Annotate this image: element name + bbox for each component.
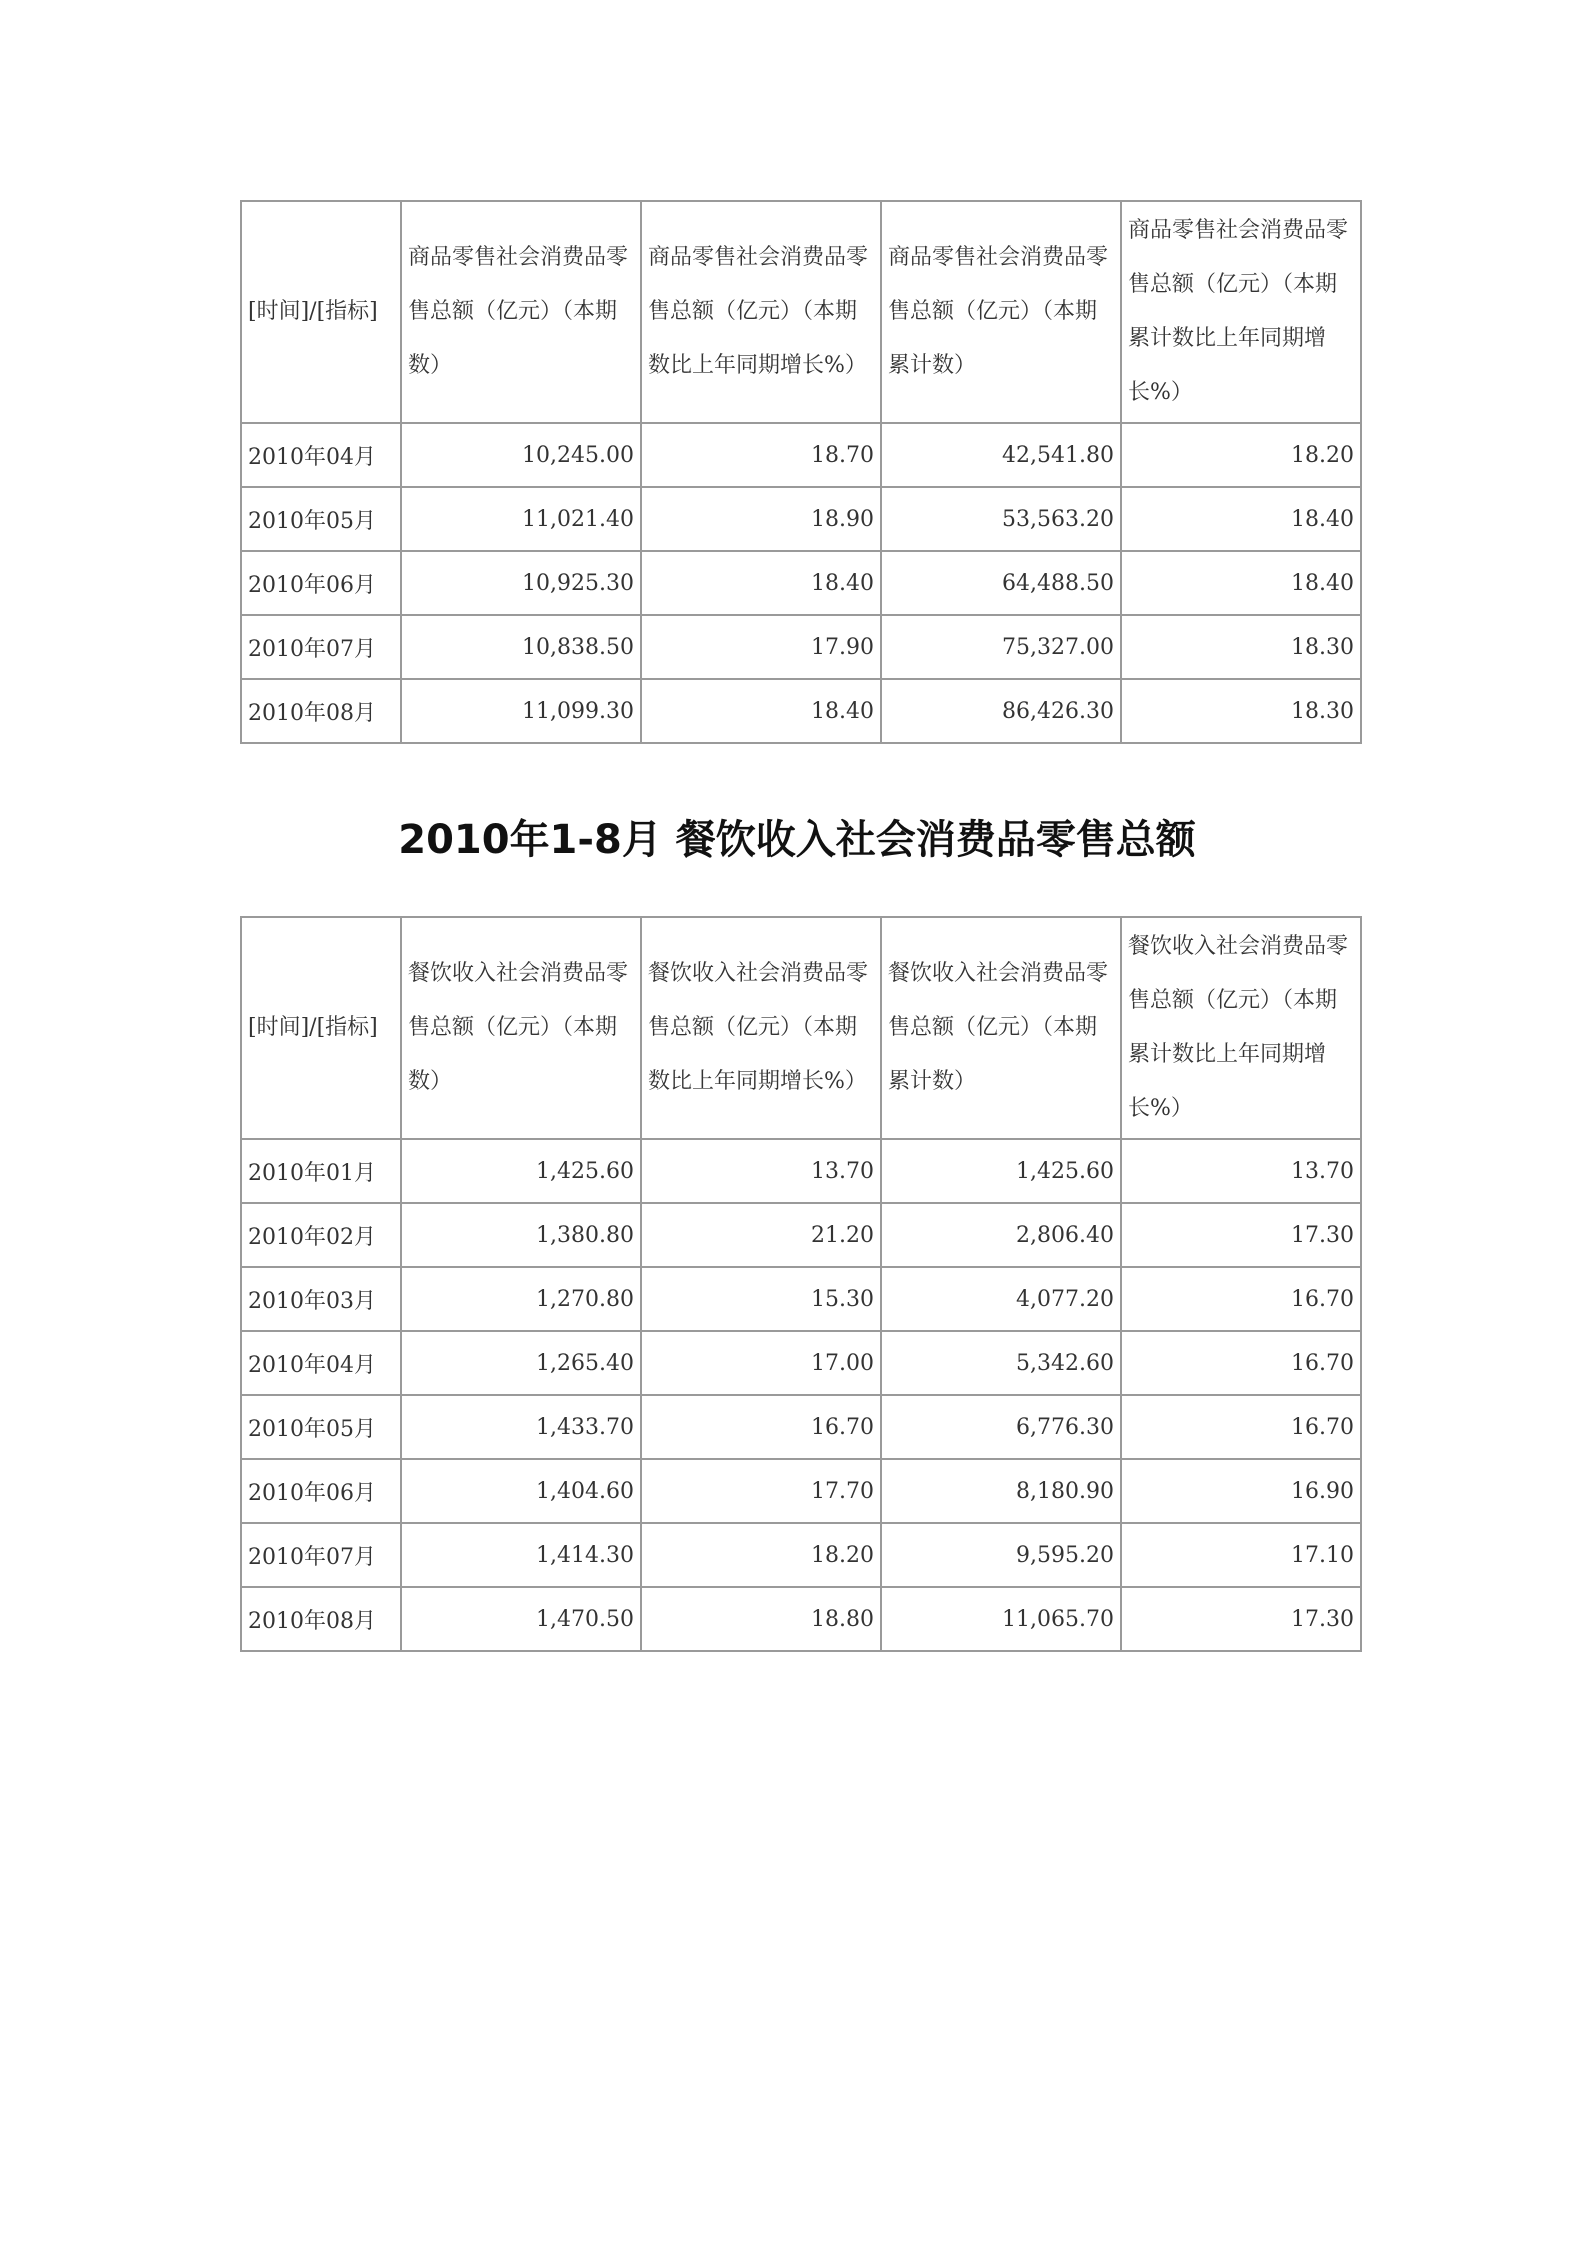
value-cell: 18.90 — [641, 487, 881, 551]
value-cell: 86,426.30 — [881, 679, 1121, 743]
value-cell: 2,806.40 — [881, 1203, 1121, 1267]
column-header: 餐饮收入社会消费品零售总额（亿元）（本期数） — [401, 917, 641, 1139]
catering-sales-table-body — [241, 917, 1361, 1651]
retail-sales-table — [240, 200, 1362, 744]
value-cell: 17.10 — [1121, 1523, 1361, 1587]
value-cell: 64,488.50 — [881, 551, 1121, 615]
date-cell: 2010年03月 — [241, 1267, 401, 1331]
date-cell: 2010年07月 — [241, 1523, 401, 1587]
value-cell: 16.70 — [641, 1395, 881, 1459]
value-cell: 18.80 — [641, 1587, 881, 1651]
value-cell: 13.70 — [641, 1139, 881, 1203]
value-cell: 18.30 — [1121, 615, 1361, 679]
section-title: 2010年1-8月 餐饮收入社会消费品零售总额 — [398, 817, 1196, 863]
date-cell: 2010年05月 — [241, 1395, 401, 1459]
value-cell: 1,414.30 — [401, 1523, 641, 1587]
table-row — [241, 1459, 1361, 1523]
date-cell: 2010年04月 — [241, 423, 401, 487]
value-cell: 17.70 — [641, 1459, 881, 1523]
value-cell: 17.30 — [1121, 1587, 1361, 1651]
value-cell: 53,563.20 — [881, 487, 1121, 551]
value-cell: 16.70 — [1121, 1331, 1361, 1395]
column-header: 商品零售社会消费品零售总额（亿元）（本期数） — [401, 201, 641, 423]
table-row — [241, 1523, 1361, 1587]
value-cell: 10,838.50 — [401, 615, 641, 679]
table-row — [241, 1267, 1361, 1331]
table-header-row — [241, 201, 1361, 423]
value-cell: 13.70 — [1121, 1139, 1361, 1203]
column-header: 餐饮收入社会消费品零售总额（亿元）（本期累计数比上年同期增长%） — [1121, 917, 1361, 1139]
table-row — [241, 1587, 1361, 1651]
value-cell: 1,270.80 — [401, 1267, 641, 1331]
date-cell: 2010年01月 — [241, 1139, 401, 1203]
date-cell: 2010年08月 — [241, 1587, 401, 1651]
table-row — [241, 423, 1361, 487]
table-row — [241, 615, 1361, 679]
table-row — [241, 1203, 1361, 1267]
column-header: [时间]/[指标] — [241, 201, 401, 423]
value-cell: 15.30 — [641, 1267, 881, 1331]
value-cell: 1,404.60 — [401, 1459, 641, 1523]
date-cell: 2010年08月 — [241, 679, 401, 743]
value-cell: 5,342.60 — [881, 1331, 1121, 1395]
value-cell: 18.20 — [641, 1523, 881, 1587]
value-cell: 1,425.60 — [401, 1139, 641, 1203]
value-cell: 16.90 — [1121, 1459, 1361, 1523]
value-cell: 21.20 — [641, 1203, 881, 1267]
value-cell: 18.20 — [1121, 423, 1361, 487]
table-header-row — [241, 917, 1361, 1139]
value-cell: 9,595.20 — [881, 1523, 1121, 1587]
table-row — [241, 1139, 1361, 1203]
value-cell: 11,099.30 — [401, 679, 641, 743]
column-header: 餐饮收入社会消费品零售总额（亿元）（本期数比上年同期增长%） — [641, 917, 881, 1139]
table-row — [241, 551, 1361, 615]
value-cell: 16.70 — [1121, 1395, 1361, 1459]
value-cell: 18.40 — [641, 551, 881, 615]
column-header: 餐饮收入社会消费品零售总额（亿元）（本期累计数） — [881, 917, 1121, 1139]
value-cell: 11,065.70 — [881, 1587, 1121, 1651]
value-cell: 18.70 — [641, 423, 881, 487]
value-cell: 16.70 — [1121, 1267, 1361, 1331]
value-cell: 18.30 — [1121, 679, 1361, 743]
value-cell: 17.30 — [1121, 1203, 1361, 1267]
value-cell: 18.40 — [1121, 487, 1361, 551]
date-cell: 2010年02月 — [241, 1203, 401, 1267]
value-cell: 1,425.60 — [881, 1139, 1121, 1203]
column-header: 商品零售社会消费品零售总额（亿元）（本期累计数比上年同期增长%） — [1121, 201, 1361, 423]
value-cell: 8,180.90 — [881, 1459, 1121, 1523]
value-cell: 42,541.80 — [881, 423, 1121, 487]
value-cell: 1,433.70 — [401, 1395, 641, 1459]
table-row — [241, 1395, 1361, 1459]
value-cell: 17.90 — [641, 615, 881, 679]
value-cell: 10,925.30 — [401, 551, 641, 615]
value-cell: 1,380.80 — [401, 1203, 641, 1267]
retail-sales-table-body — [241, 201, 1361, 743]
value-cell: 11,021.40 — [401, 487, 641, 551]
date-cell: 2010年06月 — [241, 1459, 401, 1523]
column-header: 商品零售社会消费品零售总额（亿元）（本期数比上年同期增长%） — [641, 201, 881, 423]
date-cell: 2010年04月 — [241, 1331, 401, 1395]
value-cell: 17.00 — [641, 1331, 881, 1395]
value-cell: 10,245.00 — [401, 423, 641, 487]
table-row — [241, 679, 1361, 743]
value-cell: 18.40 — [641, 679, 881, 743]
column-header: [时间]/[指标] — [241, 917, 401, 1139]
table-row — [241, 1331, 1361, 1395]
table-row — [241, 487, 1361, 551]
value-cell: 4,077.20 — [881, 1267, 1121, 1331]
value-cell: 18.40 — [1121, 551, 1361, 615]
value-cell: 75,327.00 — [881, 615, 1121, 679]
date-cell: 2010年07月 — [241, 615, 401, 679]
date-cell: 2010年06月 — [241, 551, 401, 615]
date-cell: 2010年05月 — [241, 487, 401, 551]
value-cell: 1,470.50 — [401, 1587, 641, 1651]
value-cell: 6,776.30 — [881, 1395, 1121, 1459]
catering-sales-table — [240, 916, 1362, 1652]
value-cell: 1,265.40 — [401, 1331, 641, 1395]
column-header: 商品零售社会消费品零售总额（亿元）（本期累计数） — [881, 201, 1121, 423]
